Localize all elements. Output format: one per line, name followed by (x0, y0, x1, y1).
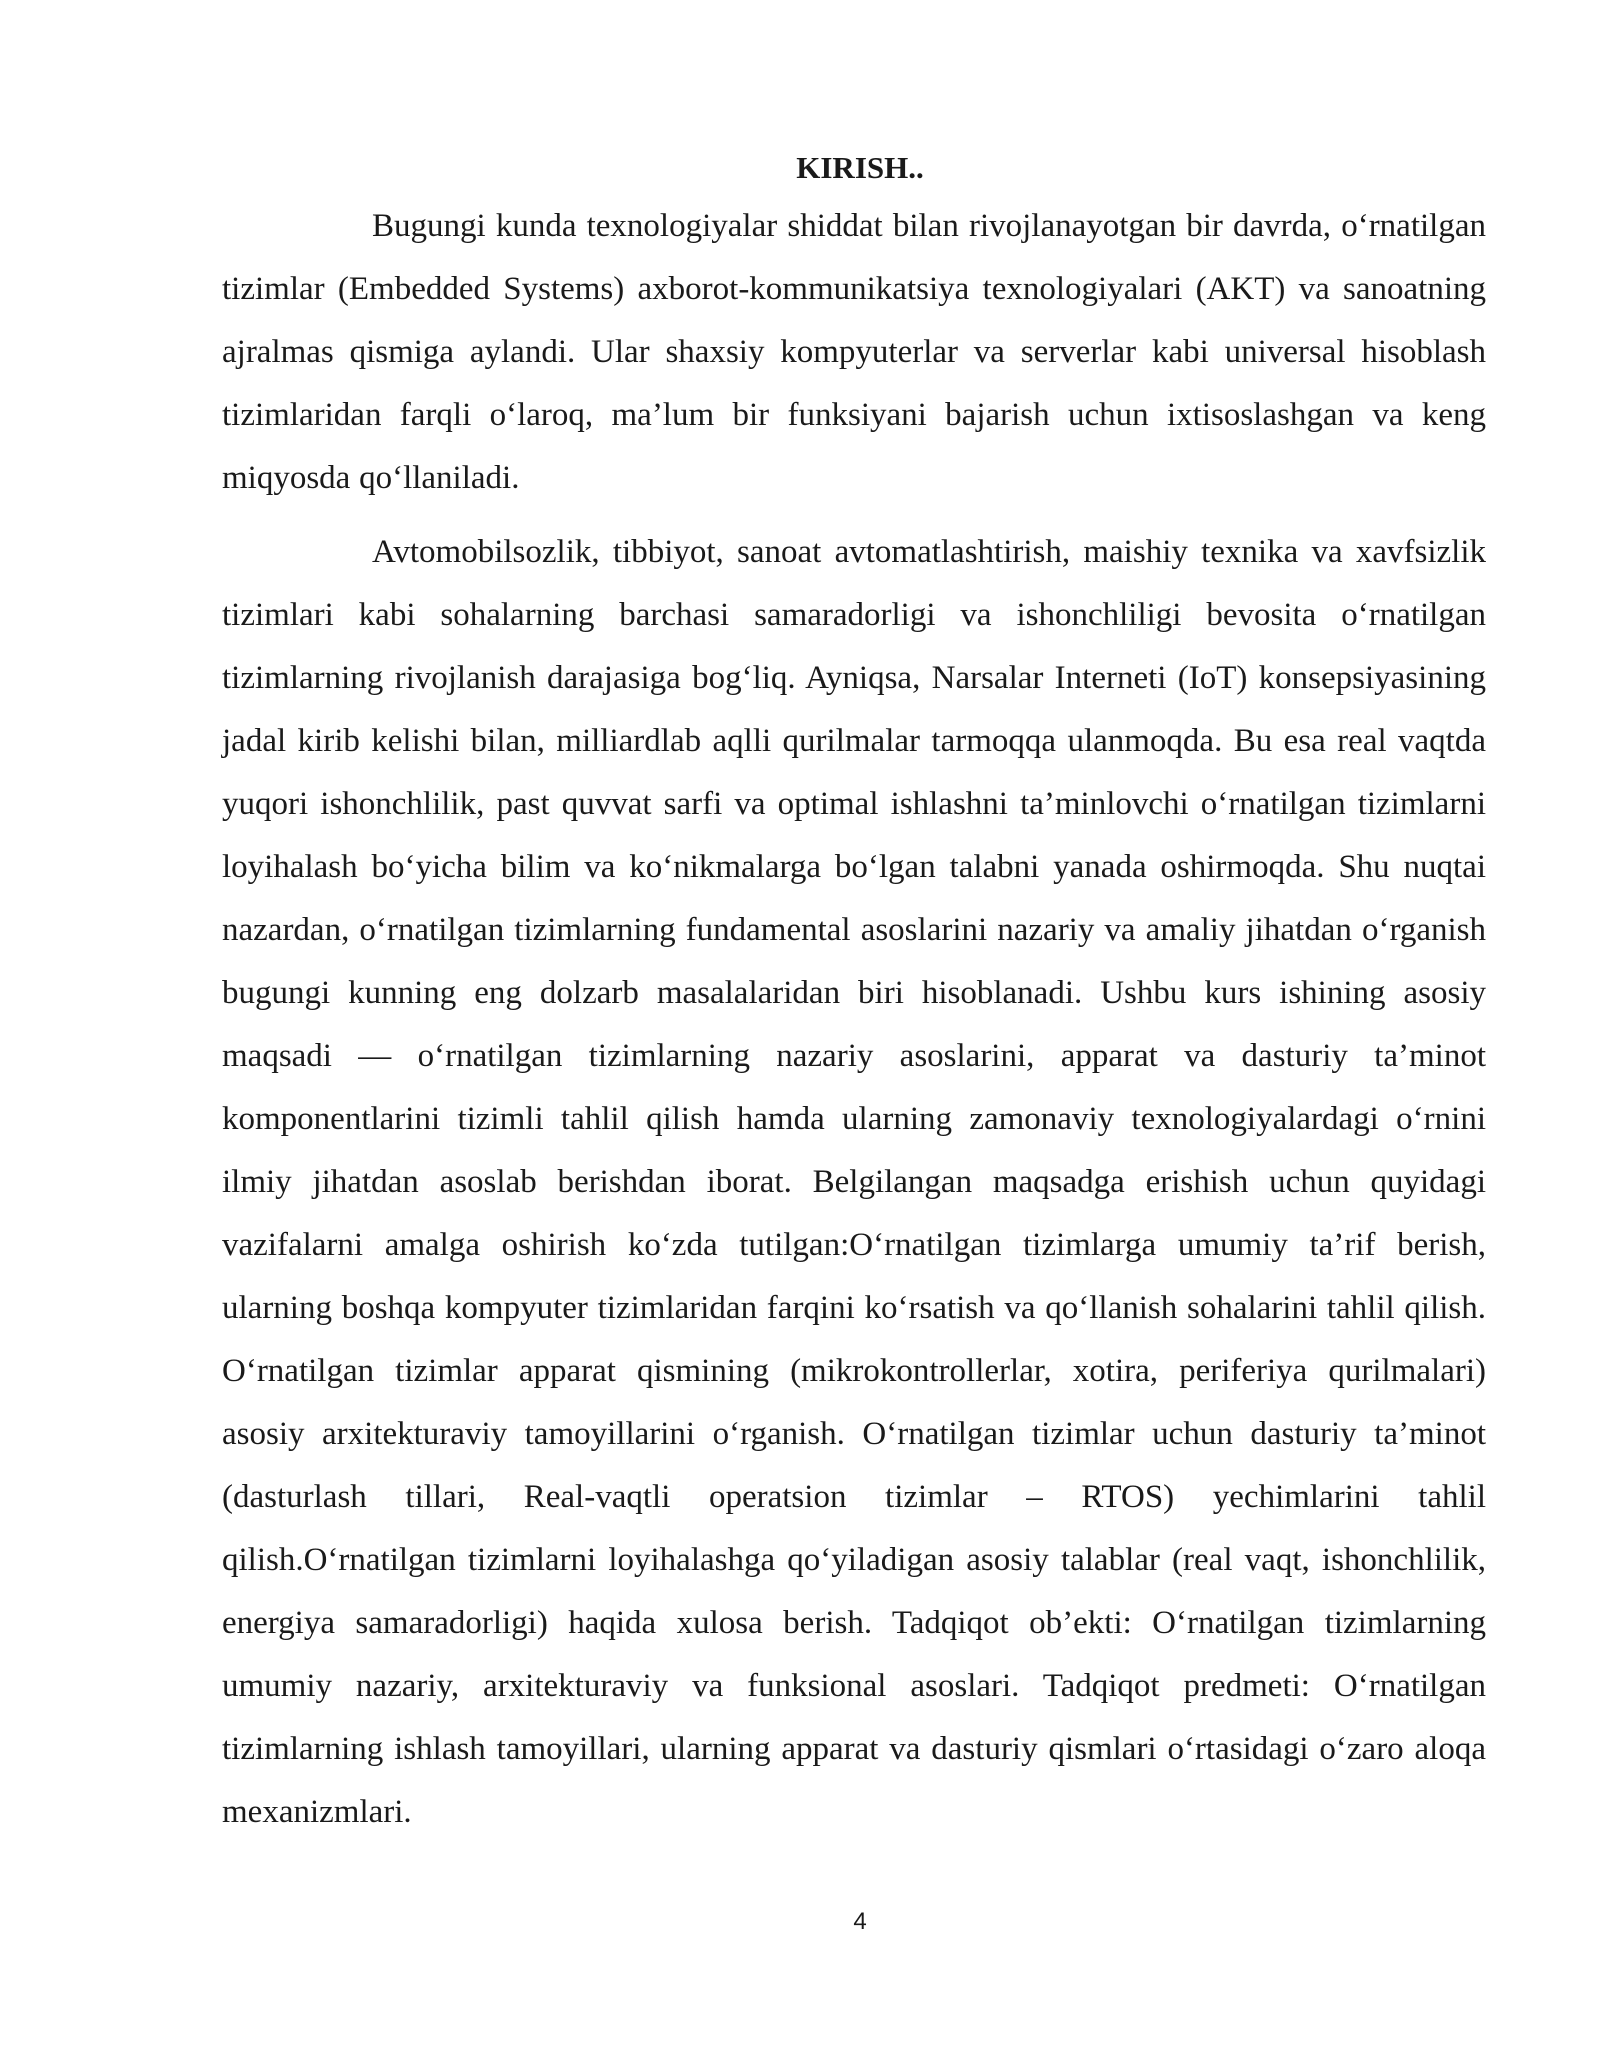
paragraph-text: Avtomobilsozlik, tibbiyot, sanoat avtomatlashtirish, maishiy texnika va xavfsizlik tizimlari kabi sohalarning barchasi samaradorligi va ishonchliligi bevosita o‘rnatilgan tizimlarning rivojlanish darajasiga bog‘liq. Ayniqsa, Narsalar Interneti (IoT) konsepsiyasining jadal kirib kelishi bilan, milliardlab aqlli qurilmalar tarmoqqa ulanmoqda. Bu esa real vaqtda yuqori ishonchlilik, past quvvat sarfi va optimal ishlashni ta’minlovchi o‘rnatilgan tizimlarni loyihalash bo‘yicha bilim va ko‘nikmalarga bo‘lgan talabni yanada oshirmoqda. Shu nuqtai nazardan, o‘rnatilgan tizimlarning fundamental asoslarini nazariy va amaliy jihatdan o‘rganish bugungi kunning eng dolzarb masalalaridan biri hisoblanadi. Ushbu kurs ishining asosiy maqsadi — o‘rnatilgan tizimlarning nazariy asoslarini, apparat va dasturiy ta’minot komponentlarini tizimli tahlil qilish hamda ularning zamonaviy texnologiyalardagi o‘rnini ilmiy jihatdan asoslab berishdan iborat. Belgilangan maqsadga erishish uchun quyidagi vazifalarni amalga oshirish ko‘zda tutilgan:O‘rnatilgan tizimlarga umumiy ta’rif berish, ularning boshqa kompyuter tizimlaridan farqini ko‘rsatish va qo‘llanish sohalarini tahlil qilish. O‘rnatilgan tizimlar apparat qismining (mikrokontrollerlar, xotira, periferiya qurilmalari) asosiy arxitekturaviy tamoyillarini o‘rganish. O‘rnatilgan tizimlar uchun dasturiy ta’minot (dasturlash tillari, Real-vaqtli operatsion tizimlar – RTOS) yechimlarini tahlil qilish.O‘rnatilgan tizimlarni loyihalashga qo‘yiladigan asosiy talablar (real vaqt, ishonchlilik, energiya samaradorligi) haqida xulosa berish. Tadqiqot ob’ekti: O‘rnatilgan tizimlarning umumiy nazariy, arxitekturaviy va funksional asoslari. Tadqiqot predmeti: O‘rnatilgan tizimlarning ishlash tamoyillari, ularning apparat va dasturiy qismlari o‘rtasidagi o‘zaro aloqa mexanizmlari. (222, 534, 1486, 1830)
section-heading: KIRISH.. (796, 150, 924, 185)
paragraph-text: Bugungi kunda texnologiyalar shiddat bilan rivojlanayotgan bir davrda, o‘rnatilgan tizimlar (Embedded Systems) axborot-kommunikatsiya texnologiyalari (AKT) va sanoatning ajralmas qismiga aylandi. Ular shaxsiy kompyuterlar va serverlar kabi universal hisoblash tizimlaridan farqli o‘laroq, ma’lum bir funksiyani bajarish uchun ixtisoslashgan va keng miqyosda qo‘llaniladi. (222, 208, 1486, 496)
paragraph-introduction (222, 195, 1486, 510)
paragraph-goals (222, 521, 1486, 1844)
page-number: 4 (853, 1908, 867, 1935)
